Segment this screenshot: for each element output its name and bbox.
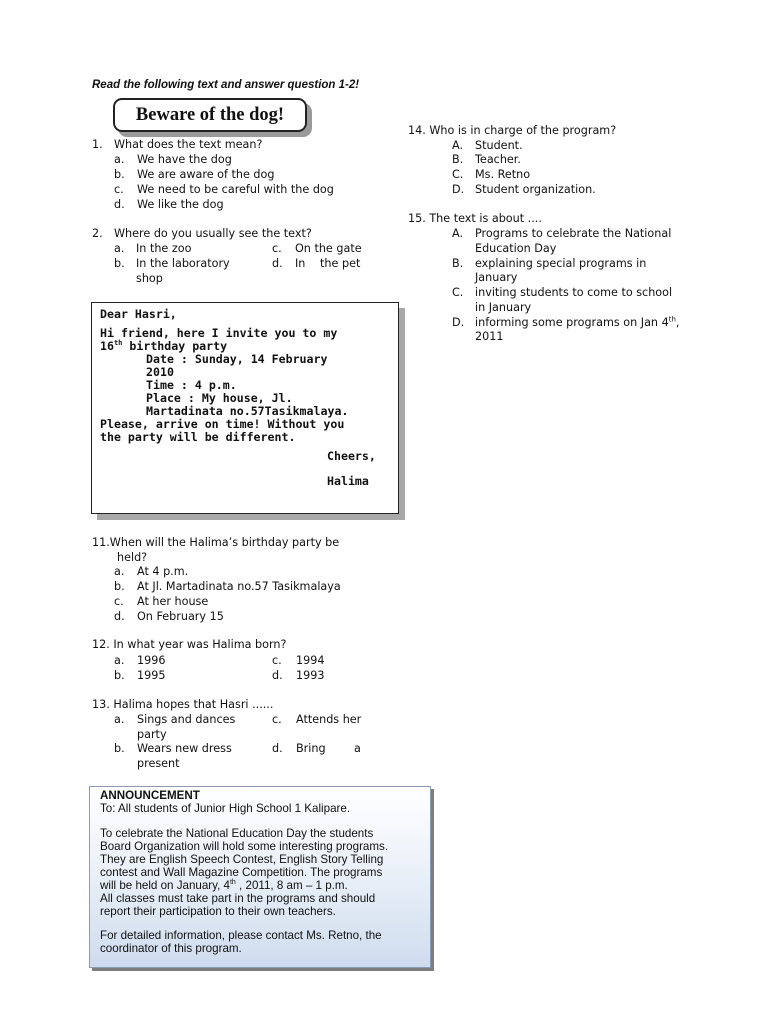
q15-option-b-line2: January: [475, 271, 518, 284]
q2-option-c: On the gate: [295, 242, 362, 255]
announcement-box: [89, 786, 431, 968]
q14-option-d: Student organization.: [475, 183, 596, 196]
instruction: Read the following text and answer question 1-2!: [92, 79, 360, 91]
q2-number: 2.: [92, 227, 103, 240]
q2-option-b-letter: b.: [114, 257, 125, 270]
q14-option-a-letter: A.: [452, 139, 464, 152]
q12-option-a-letter: a.: [114, 654, 125, 667]
announcement-p1-line3: They are English Speech Contest, English Story Telling: [100, 853, 384, 866]
q11-option-a: At 4 p.m.: [137, 565, 189, 578]
q15-option-d-line2: 2011: [475, 330, 504, 343]
q14-option-c: Ms. Retno: [475, 168, 531, 181]
q13-option-d-word2: a: [354, 742, 361, 755]
q2-option-c-letter: c.: [272, 242, 282, 255]
announcement-p3-line1: For detailed information, please contact Ms. Retno, the: [100, 929, 382, 942]
q15-option-a-letter: A.: [452, 227, 464, 240]
q11-option-b-letter: b.: [114, 580, 125, 593]
q2-option-d-word2: the: [320, 257, 339, 270]
q12-option-c-letter: c.: [272, 654, 282, 667]
q1-number: 1.: [92, 138, 103, 151]
beware-sign: [113, 98, 307, 132]
q11-text-line2: held?: [117, 551, 148, 564]
q12-text: 12. In what year was Halima born?: [92, 638, 287, 651]
q13-option-b-line1: Wears new dress: [137, 742, 232, 755]
q15-option-c-letter: C.: [452, 286, 464, 299]
q1-option-c: We need to be careful with the dog: [137, 183, 334, 196]
announcement-p1-line1: To celebrate the National Education Day the students: [100, 827, 374, 840]
q2-option-b-line1: In the laboratory: [136, 257, 230, 270]
announcement-title: ANNOUNCEMENT: [100, 789, 200, 802]
q12-option-d-letter: d.: [272, 669, 283, 682]
q11-text-line1: 11.When will the Halima’s birthday party be: [92, 536, 340, 549]
q13-option-c: Attends her: [296, 713, 362, 726]
announcement-p1-line4: contest and Wall Magazine Competition. The programs: [100, 866, 383, 879]
invitation-time: Time : 4 p.m.: [146, 378, 237, 392]
q1-option-b: We are aware of the dog: [137, 168, 275, 181]
q13-text: 13. Halima hopes that Hasri ......: [92, 698, 274, 711]
q13-option-b-letter: b.: [114, 742, 125, 755]
q14-option-a: Student.: [475, 139, 523, 152]
q11-option-c: At her house: [137, 595, 209, 608]
announcement-p2-line2: report their participation to their own teachers.: [100, 905, 336, 918]
invitation-line2: 16th birthday party: [100, 339, 228, 353]
q15-option-b-letter: B.: [452, 257, 464, 270]
invitation-date: Date : Sunday, 14 February: [146, 352, 328, 366]
q1-text: What does the text mean?: [114, 138, 263, 151]
q2-option-a-letter: a.: [114, 242, 125, 255]
q11-option-d: On February 15: [137, 610, 224, 623]
q15-option-a-line1: Programs to celebrate the National: [475, 227, 672, 240]
q13-option-a-letter: a.: [114, 713, 125, 726]
q12-option-a: 1996: [137, 654, 166, 667]
q1-option-c-letter: c.: [114, 183, 124, 196]
invitation-greeting: Dear Hasri,: [100, 307, 177, 321]
announcement-p3-line2: coordinator of this program.: [100, 942, 242, 955]
q2-option-b-line2: shop: [136, 272, 163, 285]
q14-option-d-letter: D.: [452, 183, 465, 196]
invitation-signature: Halima: [327, 474, 369, 488]
q12-option-b-letter: b.: [114, 669, 125, 682]
q15-option-c-line2: in January: [475, 301, 532, 314]
q2-option-d-letter: d.: [272, 257, 283, 270]
q14-option-b: Teacher.: [475, 153, 521, 166]
invitation-date-cont: 2010: [146, 365, 174, 379]
invitation-place: Place : My house, Jl.: [146, 391, 293, 405]
q1-option-d: We like the dog: [137, 198, 224, 211]
q13-option-a-line1: Sings and dances: [137, 713, 236, 726]
q2-option-d-word3: pet: [342, 257, 361, 270]
q11-option-a-letter: a.: [114, 565, 125, 578]
q13-option-d: Bring: [296, 742, 326, 755]
q11-option-d-letter: d.: [114, 610, 125, 623]
invitation-place-cont: Martadinata no.57Tasikmalaya.: [146, 404, 349, 418]
q13-option-a-line2: party: [137, 728, 167, 741]
q1-option-a-letter: a.: [114, 153, 125, 166]
invitation-card: [91, 302, 399, 514]
q11-option-c-letter: c.: [114, 595, 124, 608]
q14-text: 14. Who is in charge of the program?: [408, 124, 617, 137]
announcement-p2-line1: All classes must take part in the programs and should: [100, 892, 376, 905]
q1-option-d-letter: d.: [114, 198, 125, 211]
q13-option-b-line2: present: [137, 757, 180, 770]
invitation-note2: the party will be different.: [100, 430, 296, 444]
q15-option-d-letter: D.: [452, 316, 465, 329]
q2-text: Where do you usually see the text?: [114, 227, 312, 240]
q1-option-b-letter: b.: [114, 168, 125, 181]
q13-option-c-letter: c.: [272, 713, 282, 726]
q15-option-c-line1: inviting students to come to school: [475, 286, 673, 299]
q14-option-c-letter: C.: [452, 168, 464, 181]
q12-option-b: 1995: [137, 669, 166, 682]
q1-option-a: We have the dog: [137, 153, 232, 166]
q2-option-d-word1: In: [295, 257, 306, 270]
announcement-p1-line2: Board Organization will hold some interesting programs.: [100, 840, 389, 853]
q14-option-b-letter: B.: [452, 153, 464, 166]
invitation-closing: Cheers,: [327, 449, 376, 463]
sign-text: Beware of the dog!: [135, 105, 285, 125]
q12-option-c: 1994: [296, 654, 325, 667]
q15-option-d-line1: informing some programs on Jan 4th,: [475, 315, 680, 329]
q11-option-b: At Jl. Martadinata no.57 Tasikmalaya: [137, 580, 341, 593]
q2-option-a: In the zoo: [136, 242, 192, 255]
q15-text: 15. The text is about ....: [408, 212, 542, 225]
q12-option-d: 1993: [296, 669, 325, 682]
q13-option-d-letter: d.: [272, 742, 283, 755]
announcement-to: To: All students of Junior High School 1 Kalipare.: [100, 802, 351, 815]
announcement-p1-line5: will be held on January, 4th , 2011, 8 am – 1 p.m.: [100, 879, 348, 892]
invitation-note1: Please, arrive on time! Without you: [100, 417, 345, 431]
q15-option-a-line2: Education Day: [475, 242, 557, 255]
invitation-line1: Hi friend, here I invite you to my: [100, 326, 338, 340]
q15-option-b-line1: explaining special programs in: [475, 257, 647, 270]
